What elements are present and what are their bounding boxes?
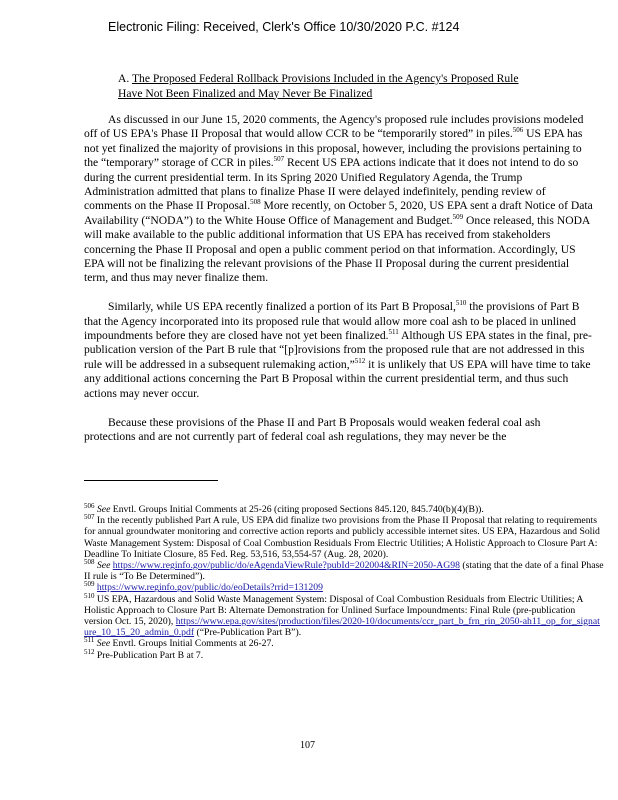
footnote-number: 508 bbox=[84, 557, 95, 566]
footnote-text: (stating that the date of a final Phase II rule is “To Be Determined”). bbox=[84, 560, 604, 583]
footnote-ref-511[interactable]: 511 bbox=[388, 328, 399, 337]
paragraph-text: Recent US EPA actions indicate that it does not intend to do so during the current presidential term. In its Spring 2020 Unified Regulatory Agenda, the Trump Administration admitted that plans to finalize Phase II were delayed indefinitely, pending review of comments on the Phase II Proposal. bbox=[84, 156, 579, 213]
footnote-ref-509[interactable]: 509 bbox=[452, 212, 464, 221]
paragraph-text: More recently, on October 5, 2020, US EPA sent a draft Notice of Data Availability (“NODA”) to the White House Office of Management and Budget. bbox=[84, 199, 593, 227]
paragraph-3 bbox=[84, 416, 594, 445]
footnote-signal: See bbox=[96, 638, 111, 650]
paragraph-text: US EPA has not yet finalized the majority of provisions in this proposal, however, including the provisions pertaining to the “temporary” storage of CCR in piles. bbox=[84, 127, 583, 170]
footnote-512 bbox=[84, 647, 604, 661]
paragraph-1 bbox=[84, 113, 594, 286]
body-text bbox=[84, 113, 594, 459]
footnote-511 bbox=[84, 638, 604, 649]
footnote-ref-512[interactable]: 512 bbox=[354, 357, 366, 366]
footnote-text: In the recently published Part A rule, US EPA did finalize two provisions from the Phase II Proposal that relating to requirements for annual groundwater monitoring and corrective action reports and publicly accessible internet sites. US EPA, Hazardous and Solid Waste Management System: Disposal of Coal Combustion Residuals From Electric Utilities; A Holistic Approach to Closure Part A: Deadline To Initiate Closure, 85 Fed. Reg. 53,516, 53,554-57 (Aug. 28, 2020). bbox=[84, 515, 600, 560]
heading-line-1: The Proposed Federal Rollback Provisions Included in the Agency's Proposed Rule bbox=[131, 72, 519, 85]
footnote-506 bbox=[84, 501, 604, 515]
footnote-number: 506 bbox=[84, 501, 95, 510]
paragraph-text: As discussed in our June 15, 2020 comments, the Agency's proposed rule includes provisions modeled off of US EPA's Phase II Proposal that would allow CCR to be “temporarily stored” in piles. bbox=[84, 113, 584, 141]
paragraph-text: the provisions of Part B that the Agency incorporated into its proposed rule that would allow more coal ash to be placed in unlined impoundments before they are closed have not yet been finalized. bbox=[84, 300, 580, 343]
section-heading bbox=[118, 72, 588, 101]
footnote-signal: See bbox=[96, 504, 111, 515]
footnote-text: Pre-Publication Part B at 7. bbox=[94, 649, 204, 661]
footnote-508 bbox=[84, 557, 604, 583]
paragraph-2 bbox=[84, 300, 594, 401]
electronic-filing-header: Electronic Filing: Received, Clerk's Office 10/30/2020 P.C. #124 bbox=[108, 20, 460, 34]
footnote-number: 511 bbox=[84, 636, 95, 645]
footnote-507 bbox=[84, 512, 604, 560]
footnote-number: 510 bbox=[84, 591, 95, 600]
footnote-signal: See bbox=[96, 560, 111, 572]
footnote-text: Envtl. Groups Initial Comments at 26-27. bbox=[110, 638, 274, 650]
paragraph-text: Because these provisions of the Phase II and Part B Proposals would weaken federal coal ash protections and are not currently part of federal coal ash regulations, they may never be the bbox=[84, 415, 541, 443]
page-number: 107 bbox=[300, 740, 315, 751]
footnote-510 bbox=[84, 591, 604, 639]
footnote-ref-510[interactable]: 510 bbox=[455, 299, 467, 308]
footnotes bbox=[84, 501, 604, 661]
paragraph-text: Once released, this NODA will make available to the public additional information that US EPA has received from stakeholders concerning the Phase II Proposal and open a public comment period on that information. Accordingly, US EPA will not be finalizing the relevant provisions of the Phase II Proposal during the current presidential term, and thus may never finalize them. bbox=[84, 213, 590, 285]
footnote-number: 507 bbox=[84, 512, 95, 521]
footnote-link[interactable]: https://www.reginfo.gov/public/do/eoDetails?rrid=131209 bbox=[96, 582, 323, 594]
footnote-link[interactable]: https://www.epa.gov/sites/production/files/2020-10/documents/ccr_part_b_frn_rin_2050-ah11_op_for_signature_10_15_20_admin_0.pdf bbox=[84, 616, 600, 639]
footnote-divider bbox=[84, 480, 218, 481]
footnote-text: (“Pre-Publication Part B”). bbox=[194, 627, 302, 639]
paragraph-text: it is unlikely that US EPA will have time to take any additional actions concerning the Part B Proposal within the current presidential term, and thus such actions may never occur. bbox=[84, 357, 591, 400]
heading-prefix: A. bbox=[118, 72, 132, 85]
footnote-ref-507[interactable]: 507 bbox=[273, 155, 285, 164]
footnote-link[interactable]: https://www.reginfo.gov/public/do/eAgendaViewRule?pubId=202004&RIN=2050-AG98 bbox=[112, 560, 460, 572]
heading-line-2: Have Not Been Finalized and May Never Be Finalized bbox=[118, 86, 373, 100]
footnote-text: Envtl. Groups Initial Comments at 25-26 (citing proposed Sections 845.120, 845.740(b)(4)(B)). bbox=[110, 504, 484, 515]
footnote-ref-508[interactable]: 508 bbox=[250, 198, 261, 207]
footnote-number: 512 bbox=[84, 647, 95, 656]
footnote-509 bbox=[84, 582, 604, 593]
footnote-ref-506[interactable]: 506 bbox=[512, 126, 524, 135]
paragraph-text: Although US EPA states in the final, pre-publication version of the Part B rule that “[p]rovisions from the proposed rule that are not addressed in this rule will be addressed in a subsequent rulemaking action,” bbox=[84, 329, 592, 371]
footnote-text: US EPA, Hazardous and Solid Waste Management System: Disposal of Coal Combustion Residuals from Electric Utilities; A Holistic Approach to Closure Part B: Alternate Demonstration for Unlined Surface Impoundments: Final Rule (pre-publication version Oct. 15, 2020), bbox=[84, 593, 583, 628]
footnote-number: 509 bbox=[84, 580, 95, 589]
paragraph-text: Similarly, while US EPA recently finalized a portion of its Part B Proposal, bbox=[108, 300, 456, 314]
